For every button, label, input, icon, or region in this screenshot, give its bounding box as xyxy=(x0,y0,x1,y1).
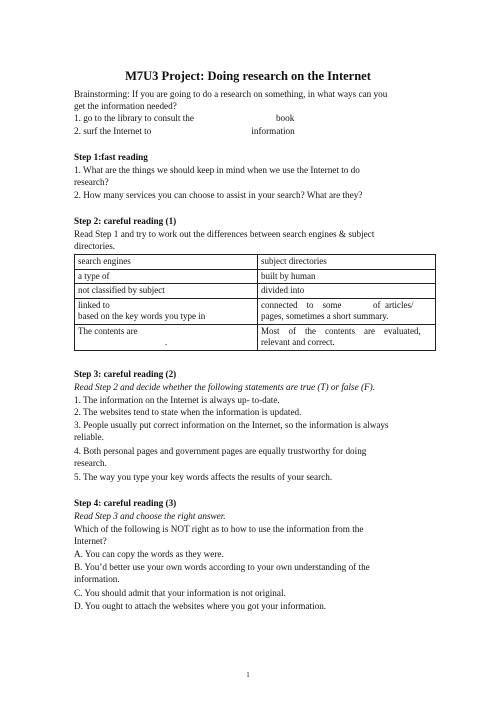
brainstorm-item-1 xyxy=(74,112,422,124)
cell-line: connected to some of articles/ xyxy=(261,299,414,310)
table-cell xyxy=(75,298,258,324)
table-row xyxy=(75,284,436,299)
table-row xyxy=(75,324,436,350)
table-cell: not classified by subject xyxy=(75,284,258,299)
brainstorm-item-2-end: information xyxy=(251,126,295,136)
statement-4-line2: research. xyxy=(74,458,107,469)
comparison-table xyxy=(74,254,436,351)
table-cell xyxy=(258,298,436,324)
statement-4 xyxy=(74,445,422,470)
statement-1: 1. The information on the Internet is always up- to-date. xyxy=(74,395,280,405)
brainstorm-item-1-end: book xyxy=(275,113,295,123)
brainstorm-item-2 xyxy=(74,125,422,137)
step4-q-line1: Which of the following is NOT right as to how to use the information from the xyxy=(74,524,364,534)
brainstorm-line-1: Brainstorming: If you are going to do a research on something, in what ways can you xyxy=(74,89,388,99)
table-cell: subject directories xyxy=(258,255,436,270)
brainstorm-item-2-start: 2. surf the Internet to xyxy=(74,126,152,136)
cell-line: pages, sometimes a short summary. xyxy=(261,311,389,321)
option-a: A. You can copy the words as they were. xyxy=(74,549,224,559)
step1-heading: Step 1:fast reading xyxy=(74,152,148,162)
option-d: D. You ought to attach the websites where you got your information. xyxy=(74,601,327,611)
brainstorm-line-2: get the information needed? xyxy=(74,101,177,111)
step2-instr-line1: Read Step 1 and try to work out the differences between search engines & subject xyxy=(74,229,375,239)
table-cell: search engines xyxy=(75,255,258,270)
step4-instructions: Read Step 3 and choose the right answer. xyxy=(74,511,226,521)
step2-heading: Step 2: careful reading (1) xyxy=(74,216,177,226)
step3-heading: Step 3: careful reading (2) xyxy=(74,369,177,379)
step4-question xyxy=(74,523,422,548)
option-b-line1: B. You’d better use your own words according to your own understanding of the xyxy=(74,562,370,572)
statement-3-line1: 3. People usually put correct information on the Internet, so the information is always xyxy=(74,420,389,430)
statement-3 xyxy=(74,419,422,444)
table-row xyxy=(75,269,436,284)
table-cell xyxy=(75,324,258,350)
table-row xyxy=(75,255,436,270)
option-c: C. You should admit that your information is not original. xyxy=(74,588,286,598)
table-cell: divided into xyxy=(258,284,436,299)
cell-line: based on the key words you type in xyxy=(78,311,206,321)
statement-5: 5. The way you type your key words affects the results of your search. xyxy=(74,472,333,482)
option-b-line2: information. xyxy=(74,574,120,585)
cell-line: linked to xyxy=(78,299,110,310)
brainstorm-item-1-start: 1. go to the library to consult the xyxy=(74,113,194,123)
table-row xyxy=(75,298,436,324)
step1-q1-line1: 1. What are the things we should keep in mind when we use the Internet to do xyxy=(74,165,360,175)
step4-q-line2: Internet? xyxy=(74,536,107,547)
statement-4-line1: 4. Both personal pages and government pages are equally trustworthy for doing xyxy=(74,446,367,456)
table-cell xyxy=(258,324,436,350)
cell-line: Most of the contents are evaluated, xyxy=(261,325,421,336)
step3-instructions: Read Step 2 and decide whether the following statements are true (T) or false (F). xyxy=(74,382,376,392)
page-title: M7U3 Project: Doing research on the Internet xyxy=(125,69,371,83)
cell-line: relevant and correct. xyxy=(261,337,335,347)
step1-question-1 xyxy=(74,164,422,189)
step1-question-2: 2. How many services you can choose to assist in your search? What are they? xyxy=(74,190,363,200)
cell-line: . xyxy=(164,337,168,347)
step2-instructions xyxy=(74,228,422,253)
statement-2: 2. The websites tend to state when the information is updated. xyxy=(74,407,302,417)
page-number: 1 xyxy=(246,671,250,679)
step2-instr-line2: directories. xyxy=(74,241,116,252)
option-b xyxy=(74,561,422,586)
step4-heading: Step 4: careful reading (3) xyxy=(74,498,177,508)
table-cell: built by human xyxy=(258,269,436,284)
cell-line: The contents are xyxy=(78,325,138,336)
table-cell: a type of xyxy=(75,269,258,284)
statement-3-line2: reliable. xyxy=(74,432,104,443)
step1-q1-line2: research? xyxy=(74,177,109,188)
